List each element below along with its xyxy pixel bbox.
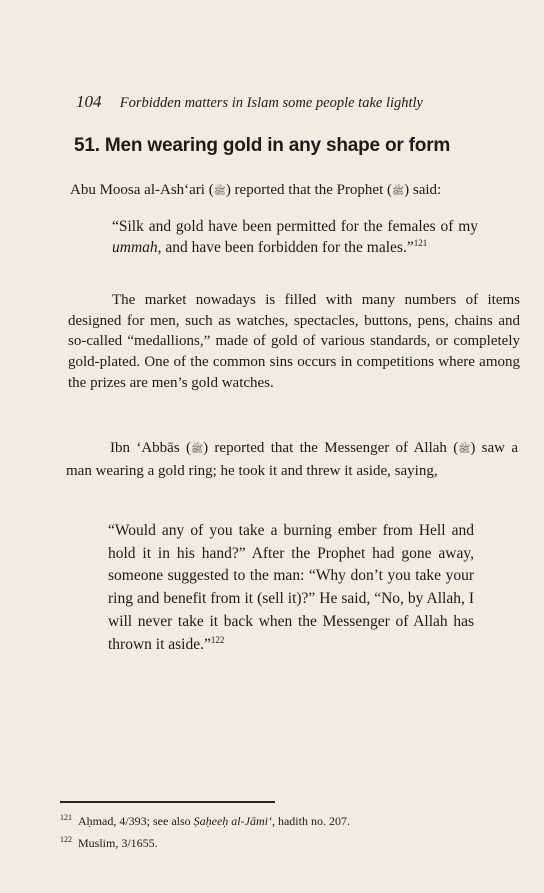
- intro-text-2: ) reported that the Prophet (: [225, 182, 393, 198]
- honorific-glyph: ﷺ: [458, 444, 471, 455]
- footnote-source-title: Ṣaḥeeḥ al-Jāmi‘: [193, 814, 272, 828]
- honorific-glyph: ﷺ: [213, 186, 226, 197]
- running-header: [76, 92, 423, 112]
- footnote-122: [60, 832, 158, 851]
- footnote-121: [60, 810, 350, 829]
- footnote-text: Aḥmad, 4/393; see also: [78, 814, 194, 828]
- footnote-ref-122[interactable]: 122: [210, 634, 225, 645]
- quote1-text-b: , and have been forbidden for the males.”: [157, 239, 414, 256]
- p3-text-2: ) reported that the Messenger of Allah (: [203, 440, 459, 456]
- intro-text-1: Abu Moosa al-Ash‘ari (: [70, 182, 214, 198]
- footnote-ref-121[interactable]: 121: [413, 237, 428, 248]
- footnote-text-tail: , hadith no. 207.: [271, 814, 350, 828]
- quote2-text: “Would any of you take a burning ember from Hell and hold it in his hand?” After the Prophet had gone away, someone suggested to the man: “Why don’t you take your ring and benefit from it (sell it)?” He said, “No, by Allah, I will never take it back when the Messenger of Allah has thrown it aside.”: [108, 522, 474, 653]
- honorific-glyph: ﷺ: [191, 444, 204, 455]
- hadith-quote-2: [108, 520, 474, 656]
- hadith-quote-1: [112, 216, 478, 258]
- running-title: Forbidden matters in Islam some people take lightly: [119, 95, 423, 111]
- p3-text-3: ) saw a man wearing a gold ring; he took it and threw it aside, saying,: [66, 440, 518, 479]
- footnote-separator: [60, 801, 275, 803]
- footnote-text: Muslim, 3/1655.: [78, 836, 158, 850]
- intro-text-3: ) said:: [404, 182, 442, 198]
- intro-paragraph: [70, 180, 522, 202]
- quote1-emphasis: ummah: [112, 239, 158, 256]
- p3-text-1: Ibn ‘Abbās (: [110, 440, 191, 456]
- page-number: 104: [76, 92, 102, 111]
- footnote-number: 122: [60, 835, 72, 844]
- section-heading: 51. Men wearing gold in any shape or form: [74, 135, 451, 156]
- quote1-text-a: “Silk and gold have been permitted for the females of my: [112, 218, 478, 235]
- footnote-number: 121: [60, 813, 72, 822]
- body-paragraph-market: The market nowadays is filled with many numbers of items designed for men, such as watches, spectacles, buttons, pens, chains and so-called “medallions,” made of gold of various standards, or completely gold-plated. One of the common sins occurs in competitions where among the prizes are men’s gold watches.: [68, 292, 520, 391]
- honorific-glyph: ﷺ: [392, 186, 405, 197]
- body-paragraph-ibn-abbas: [66, 438, 518, 482]
